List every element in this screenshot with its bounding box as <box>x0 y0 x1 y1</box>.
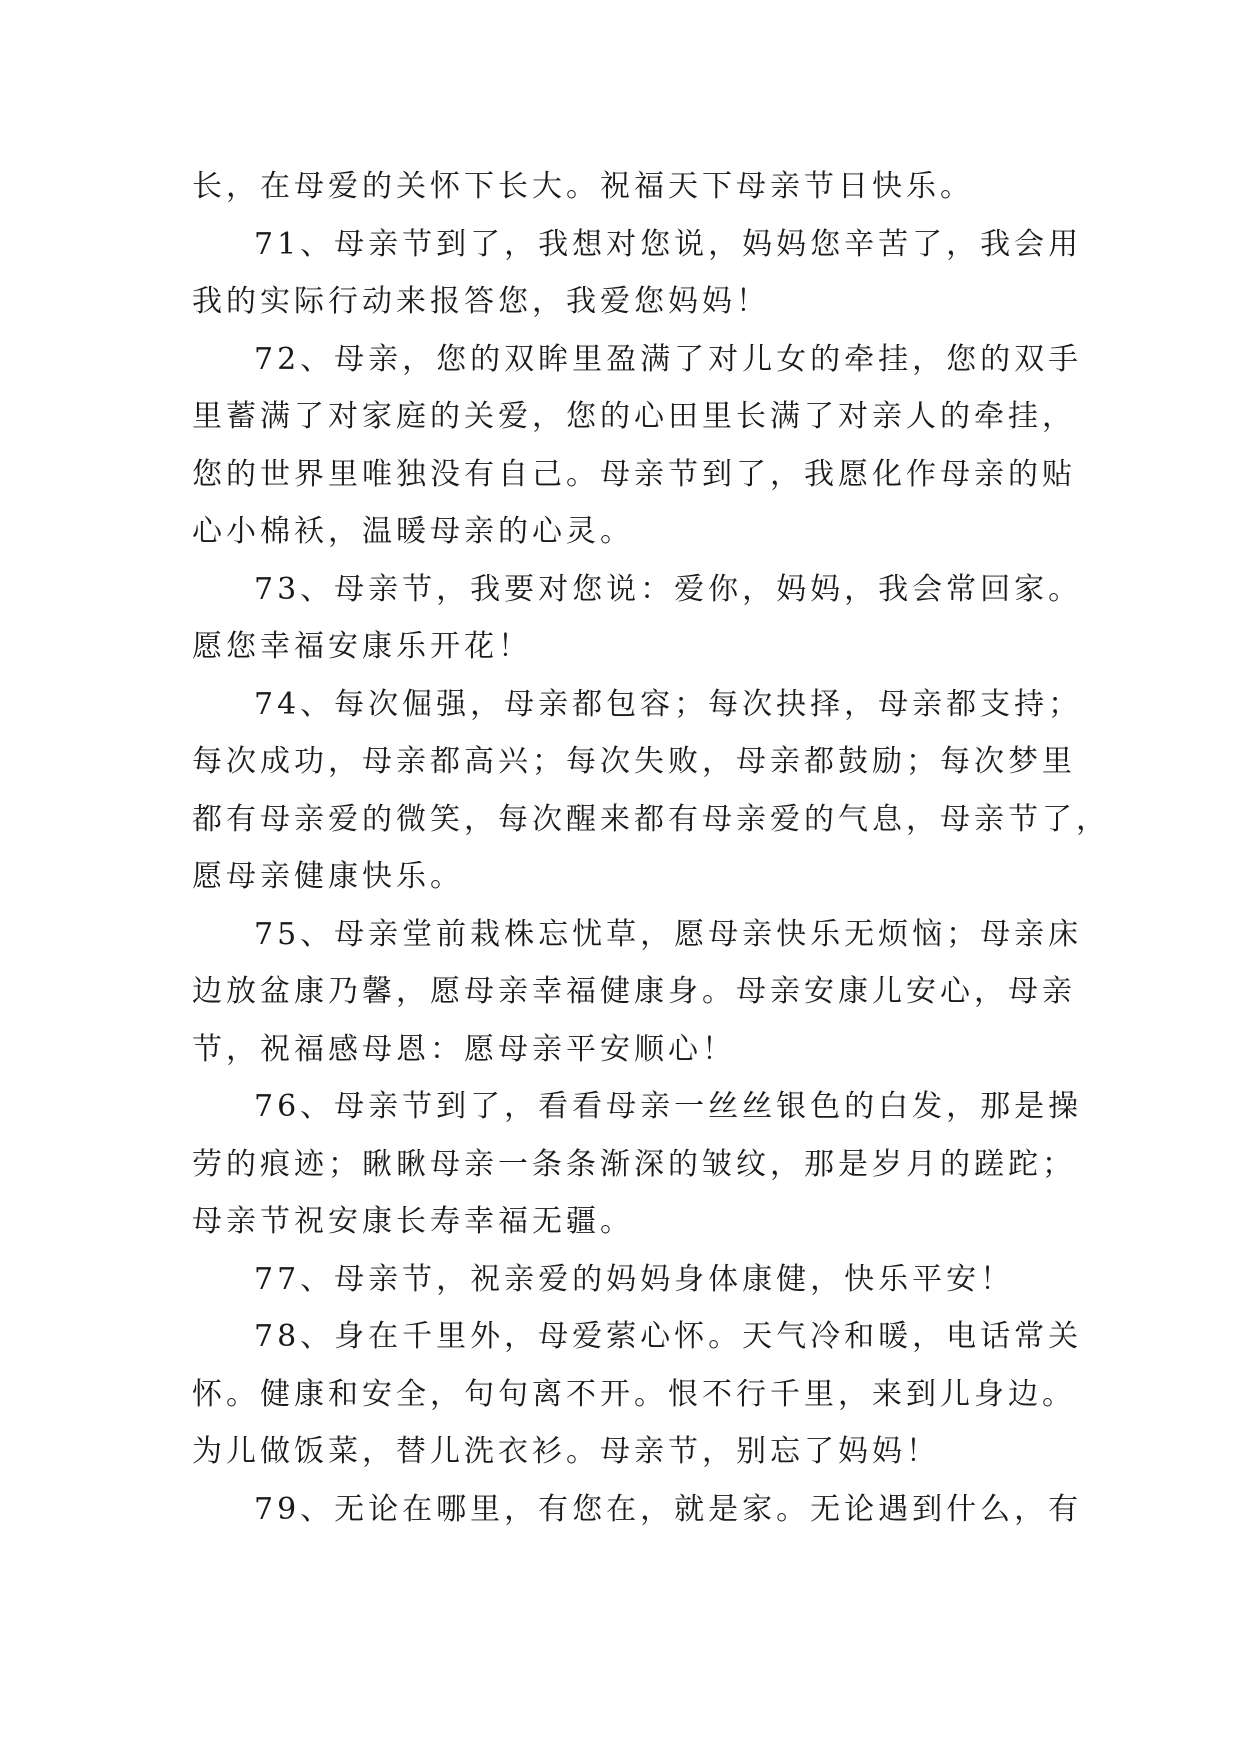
text-line: 78、身在千里外，母爱萦心怀。天气冷和暖，电话常关 <box>254 1319 1083 1354</box>
text-line: 72、母亲，您的双眸里盈满了对儿女的牵挂，您的双手 <box>254 341 1083 377</box>
text-line: 73、母亲节，我要对您说：爱你，妈妈，我会常回家。 <box>254 571 1083 607</box>
text-line: 77、母亲节，祝亲爱的妈妈身体康健，快乐平安！ <box>254 1261 1015 1297</box>
text-line: 怀。健康和安全，句句离不开。恨不行千里，来到儿身边。 <box>192 1376 1076 1412</box>
text-line: 愿您幸福安康乐开花！ <box>192 629 532 664</box>
text-line: 心小棉袄，温暖母亲的心灵。 <box>192 514 634 549</box>
text-line: 71、母亲节到了，我想对您说，妈妈您辛苦了，我会用 <box>254 226 1083 262</box>
text-line: 愿母亲健康快乐。 <box>192 859 464 894</box>
text-line: 76、母亲节到了，看看母亲一丝丝银色的白发，那是操 <box>254 1089 1083 1124</box>
text-line: 里蓄满了对家庭的关爱，您的心田里长满了对亲人的牵挂， <box>192 399 1076 434</box>
document-body <box>192 158 1110 1538</box>
text-line: 74、每次倔强，母亲都包容；每次抉择，母亲都支持； <box>254 686 1083 722</box>
text-line: 您的世界里唯独没有自己。母亲节到了，我愿化作母亲的贴 <box>192 456 1076 492</box>
text-line: 每次成功，母亲都高兴；每次失败，母亲都鼓励；每次梦里 <box>192 744 1076 779</box>
text-line: 母亲节祝安康长寿幸福无疆。 <box>192 1204 634 1239</box>
text-line: 79、无论在哪里，有您在，就是家。无论遇到什么，有 <box>254 1491 1083 1527</box>
text-line: 长，在母爱的关怀下长大。祝福天下母亲节日快乐。 <box>192 169 974 204</box>
text-line: 边放盆康乃馨，愿母亲幸福健康身。母亲安康儿安心，母亲 <box>192 974 1076 1009</box>
text-line: 劳的痕迹；瞅瞅母亲一条条渐深的皱纹，那是岁月的蹉跎； <box>192 1146 1076 1182</box>
text-line: 都有母亲爱的微笑，每次醒来都有母亲爱的气息，母亲节了， <box>192 801 1110 837</box>
text-line: 为儿做饭菜，替儿洗衣衫。母亲节，别忘了妈妈！ <box>192 1434 940 1469</box>
text-line: 节，祝福感母恩：愿母亲平安顺心！ <box>192 1031 736 1067</box>
text-line: 我的实际行动来报答您，我爱您妈妈！ <box>192 284 770 319</box>
text-line: 75、母亲堂前栽株忘忧草，愿母亲快乐无烦恼；母亲床 <box>254 916 1083 952</box>
